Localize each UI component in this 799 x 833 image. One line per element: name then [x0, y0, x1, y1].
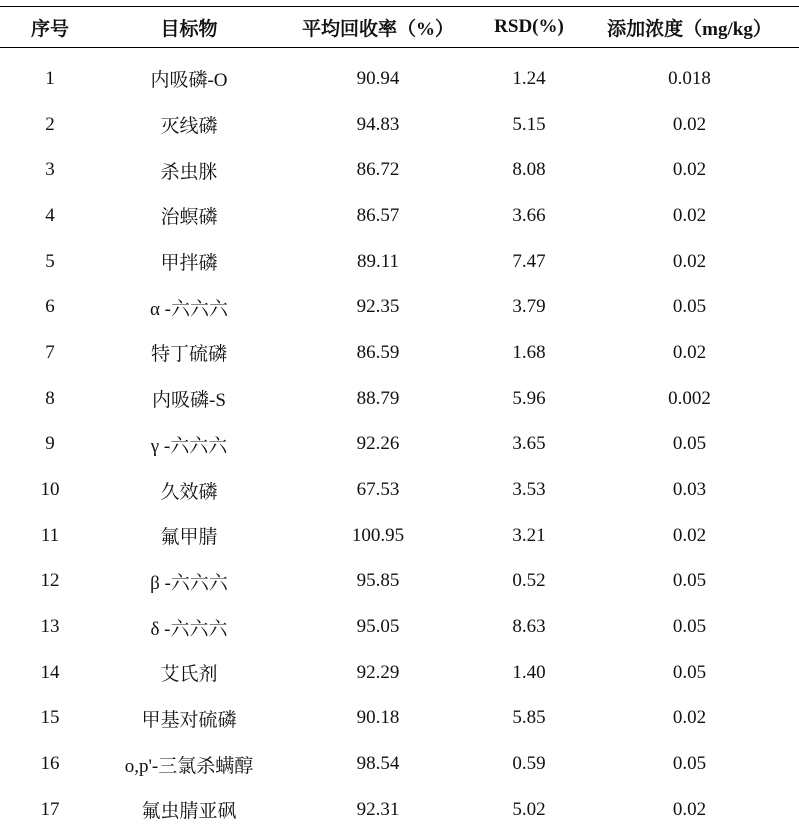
cell-target: 氟甲腈 — [160, 527, 218, 549]
table-row — [0, 376, 799, 422]
cell-rsd: 7.47 — [512, 250, 546, 272]
recovery-table — [0, 6, 799, 833]
cell-index: 14 — [40, 661, 60, 683]
table-row — [0, 741, 799, 787]
cell-target: 内吸磷-O — [150, 70, 228, 92]
cell-rsd: 5.96 — [512, 387, 546, 409]
cell-index: 10 — [40, 479, 60, 501]
cell-concentration: 0.02 — [672, 341, 707, 363]
cell-recovery: 92.26 — [356, 433, 400, 455]
cell-recovery: 95.05 — [356, 616, 400, 638]
cell-rsd: 5.15 — [512, 113, 546, 135]
cell-recovery: 67.53 — [356, 479, 400, 501]
cell-rsd: 3.53 — [512, 479, 546, 501]
cell-recovery: 95.85 — [356, 570, 400, 592]
cell-rsd: 1.40 — [512, 661, 546, 683]
header-index: 序号 — [30, 18, 69, 40]
cell-target: 氟虫腈亚砜 — [141, 801, 237, 823]
table-row — [0, 330, 799, 376]
cell-recovery: 92.35 — [356, 296, 400, 318]
cell-concentration: 0.05 — [672, 753, 707, 775]
cell-concentration: 0.05 — [672, 433, 707, 455]
cell-recovery: 100.95 — [351, 524, 405, 546]
cell-concentration: 0.02 — [672, 707, 707, 729]
cell-target: β -六六六 — [150, 572, 228, 594]
table-row — [0, 193, 799, 239]
cell-rsd: 5.85 — [512, 707, 546, 729]
cell-target: α -六六六 — [149, 298, 229, 320]
cell-index: 12 — [40, 570, 60, 592]
cell-rsd: 1.68 — [512, 341, 546, 363]
cell-rsd: 0.52 — [512, 570, 546, 592]
table-row — [0, 422, 799, 468]
cell-concentration: 0.02 — [672, 159, 707, 181]
cell-concentration: 0.05 — [672, 661, 707, 683]
table-row — [0, 239, 799, 285]
cell-index: 16 — [40, 753, 60, 775]
cell-index: 2 — [45, 113, 55, 135]
cell-rsd: 0.59 — [512, 753, 546, 775]
cell-recovery: 86.57 — [356, 204, 400, 226]
cell-rsd: 5.02 — [512, 798, 546, 820]
table-row — [0, 147, 799, 193]
cell-recovery: 90.18 — [356, 707, 400, 729]
header-rsd: RSD(%) — [494, 16, 564, 37]
table-row — [0, 56, 799, 102]
cell-concentration: 0.02 — [672, 204, 707, 226]
cell-concentration: 0.05 — [672, 570, 707, 592]
table-row — [0, 559, 799, 605]
cell-target: 久效磷 — [160, 481, 218, 503]
cell-index: 6 — [45, 296, 55, 318]
cell-recovery: 98.54 — [356, 753, 400, 775]
cell-rsd: 1.24 — [512, 67, 546, 89]
cell-index: 4 — [45, 204, 55, 226]
table-row — [0, 604, 799, 650]
cell-target: γ -六六六 — [150, 435, 228, 457]
cell-rsd: 3.79 — [512, 296, 546, 318]
table-row — [0, 787, 799, 833]
cell-recovery: 88.79 — [356, 387, 400, 409]
cell-index: 3 — [45, 159, 55, 181]
cell-target: 甲拌磷 — [160, 253, 218, 275]
header-recovery: 平均回收率（%） — [301, 18, 454, 40]
table-header-row — [0, 7, 799, 47]
cell-index: 11 — [40, 524, 60, 546]
table-row — [0, 284, 799, 330]
cell-concentration: 0.02 — [672, 113, 707, 135]
cell-recovery: 92.29 — [356, 661, 400, 683]
cell-recovery: 86.59 — [356, 341, 400, 363]
cell-recovery: 89.11 — [356, 250, 400, 272]
table-body — [0, 56, 799, 833]
cell-rsd: 3.21 — [512, 524, 546, 546]
cell-index: 1 — [45, 67, 55, 89]
table-row — [0, 513, 799, 559]
cell-target: 灭线磷 — [160, 116, 218, 138]
cell-target: 杀虫脒 — [160, 161, 218, 183]
cell-index: 17 — [40, 798, 60, 820]
cell-recovery: 90.94 — [356, 67, 400, 89]
cell-concentration: 0.05 — [672, 296, 707, 318]
cell-concentration: 0.02 — [672, 250, 707, 272]
cell-index: 13 — [40, 616, 60, 638]
cell-recovery: 86.72 — [356, 159, 400, 181]
cell-recovery: 94.83 — [356, 113, 400, 135]
cell-rsd: 3.66 — [512, 204, 546, 226]
cell-target: 治螟磷 — [160, 207, 218, 229]
cell-concentration: 0.002 — [668, 387, 711, 409]
table-row — [0, 102, 799, 148]
cell-concentration: 0.03 — [672, 479, 707, 501]
cell-concentration: 0.02 — [672, 798, 707, 820]
cell-index: 5 — [45, 250, 55, 272]
cell-rsd: 8.63 — [512, 616, 546, 638]
cell-index: 9 — [45, 433, 55, 455]
cell-rsd: 3.65 — [512, 433, 546, 455]
cell-concentration: 0.02 — [672, 524, 707, 546]
cell-target: δ -六六六 — [150, 618, 228, 640]
table-row — [0, 696, 799, 742]
cell-target: 艾氏剂 — [160, 664, 218, 686]
cell-concentration: 0.05 — [672, 616, 707, 638]
cell-recovery: 92.31 — [356, 798, 400, 820]
header-target: 目标物 — [160, 18, 218, 40]
cell-target: o,p'-三氯杀螨醇 — [124, 755, 254, 777]
cell-rsd: 8.08 — [512, 159, 546, 181]
cell-target: 甲基对硫磷 — [141, 709, 237, 731]
table-row — [0, 650, 799, 696]
cell-index: 15 — [40, 707, 60, 729]
header-concentration: 添加浓度（mg/kg） — [607, 18, 772, 40]
table-row — [0, 467, 799, 513]
cell-concentration: 0.018 — [668, 67, 711, 89]
cell-index: 7 — [45, 341, 55, 363]
cell-target: 特丁硫磷 — [150, 344, 227, 366]
cell-index: 8 — [45, 387, 55, 409]
cell-target: 内吸磷-S — [152, 390, 226, 412]
